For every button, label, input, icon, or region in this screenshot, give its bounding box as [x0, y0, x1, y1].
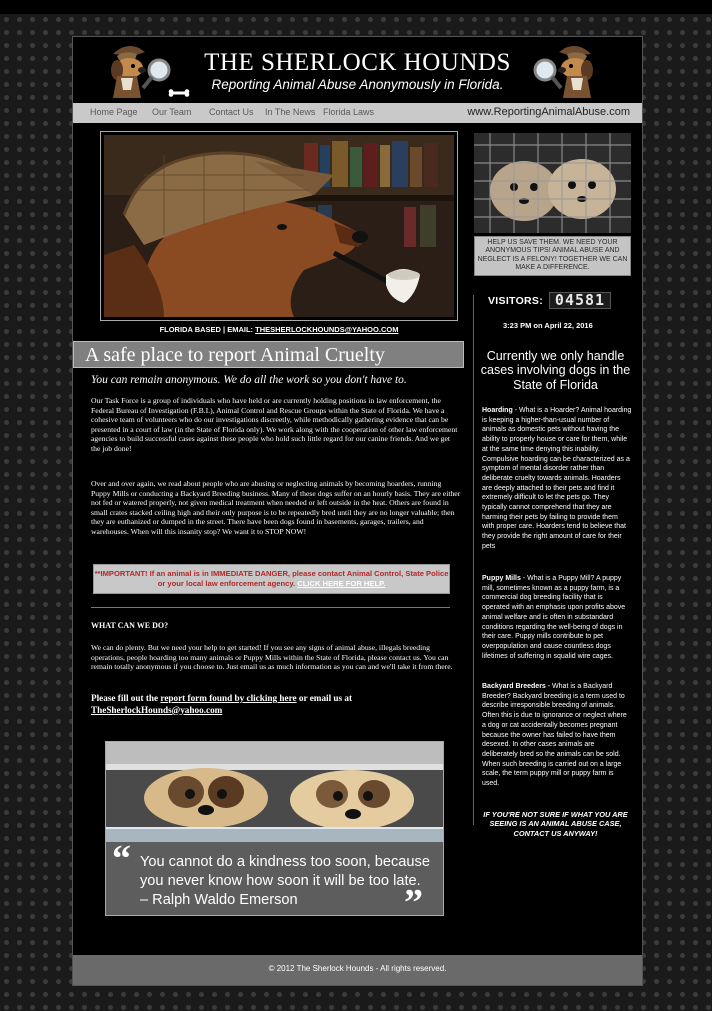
quote-card [105, 741, 444, 924]
what-can-we-do-heading: WHAT CAN WE DO? [91, 621, 169, 630]
sherlock-dog-image [104, 135, 454, 317]
emerson-quote: You cannot do a kindness too soon, because you never know how soon it will be too late. – Ralph Waldo Emerson [140, 854, 430, 908]
abuse-paragraph: Over and over again, we read about people who are abusing or neglecting animals by becoming hoarders, running Puppy Mills or conducting a Backyard Breeding business. Many of these dogs suffer on an hourly basis. They are either not fed or watered properly, not given medical treatment when needed or left outside in the heat. Others are found in small crates stacked ceiling high and their only purpose is to be repeatedly bred until they are no longer valuable; then they are euthanized or dumped in the street. There have been dogs found in basements, garages, trailers, and warehouses. When will this insanity stop? We want it to STOP NOW! [91, 479, 461, 536]
help-us-box: HELP US SAVE THEM. WE NEED YOUR ANONYMOUS TIPS! ANIMAL ABUSE AND NEGLECT IS A FELONY! TOGETHER WE CAN MAKE A DIFFERENCE. [474, 236, 631, 276]
nav-florida-laws[interactable]: Florida Laws [323, 107, 375, 117]
nav-contact-us[interactable]: Contact Us [209, 107, 254, 117]
detective-dog-logo-right [527, 40, 601, 100]
sidebar-divider [473, 295, 474, 825]
contact-email-link[interactable]: THESHERLOCKHOUNDS@YAHOO.COM [255, 325, 399, 334]
open-quote-mark: “ [112, 838, 131, 880]
report-instructions [91, 693, 461, 716]
site-title: THE SHERLOCK HOUNDS [204, 49, 511, 76]
visitors-label: VISITORS: [488, 295, 544, 307]
report-prefix: Please fill out the [91, 693, 161, 703]
puppy-mills-text: - What is a Puppy Mill? A puppy mill, sometimes known as a puppy farm, is a commercial dog breeding facility that is operated with an emphasis upon profits above animal welfare and is often in substandard conditions regarding the well-being of dogs in their care. Puppy mills contribute to pet overpopulation and cause countless dogs lifetimes of suffering in squalid wire cages. [482, 575, 626, 660]
hero-image-frame [100, 131, 458, 321]
puppy-mills-title: Puppy Mills [482, 575, 521, 582]
hoarding-section [482, 406, 632, 552]
nav-home[interactable]: Home Page [90, 107, 138, 117]
site-header [73, 37, 642, 103]
danger-notice-text: **IMPORTANT! If an animal is in IMMEDIATE DANGER, please contact Animal Control, State Police or your local law enforcement agency. [94, 569, 449, 588]
report-middle: or email us at [296, 693, 353, 703]
sidebar-headline: Currently we only handle cases involving dogs in the State of Florida [480, 349, 631, 392]
caged-dogs-image [474, 133, 631, 233]
help-link[interactable]: CLICK HERE FOR HELP. [297, 579, 386, 588]
report-email-link[interactable]: TheSherlockHounds@yahoo.com [91, 704, 223, 715]
help-paragraph: We can do plenty. But we need your help to get started! If you see any signs of animal abuse, illegals breeding operations, people hoarding too many animals or Puppy Mills within the State of Florida, please contact us. You can remain totally anonymous if you choose to. Just email us as much information as you can and we'll take it from there. [91, 643, 453, 672]
hoarding-text: - What is a Hoarder? Animal hoarding is keeping a higher-than-usual number of animals as domestic pets without having the ability to properly house or care for them, while at the same time denying this inability. Compulsive hoarding can be characterized as a symptom of mental disorder rather than deliberate cruelty towards animals. Hoarders are deeply attached to their pets and find it extremely difficult to let the pets go. They typically cannot comprehend that they are harming their pets by failing to provide them with proper care. Hoarders tend to believe that they provide the right amount of care for their pets [482, 407, 632, 550]
timestamp: 3:23 PM on April 22, 2016 [503, 321, 593, 330]
top-strip [0, 0, 712, 14]
page-container [72, 36, 643, 986]
hoarding-title: Hoarding [482, 407, 513, 414]
site-tagline: Reporting Animal Abuse Anonymously in Florida. [211, 77, 504, 92]
report-form-link[interactable]: report form found by clicking here [160, 693, 297, 703]
backyard-breeders-title: Backyard Breeders [482, 683, 546, 690]
site-footer: © 2012 The Sherlock Hounds - All rights reserved. [73, 955, 642, 985]
nav-in-the-news[interactable]: In The News [265, 107, 316, 117]
caption-prefix: FLORIDA BASED | EMAIL: [159, 325, 256, 334]
page-headline: A safe place to report Animal Cruelty [73, 341, 464, 368]
backyard-breeders-text: - What is a Backyard Breeder? Backyard breeding is a term used to describe irresponsible breeding of animals. Often this is due to ignorance or neglect where a dog or cat accidentally becomes pregnant because the owner has failed to have them desexed. In other cases animals are deliberately bred so the animals can be sold. When such breeding is carried out on a large scale, the term puppy mill or puppy farm is used. [482, 683, 627, 788]
site-url[interactable]: www.ReportingAnimalAbuse.com [467, 106, 630, 118]
puppy-mills-section [482, 574, 632, 661]
dogs-behind-gate-image [106, 742, 443, 842]
hero-caption [100, 325, 458, 334]
danger-notice [93, 564, 450, 594]
lead-text: You can remain anonymous. We do all the work so you don't have to. [91, 374, 407, 386]
sidebar-dogs-image-frame [474, 133, 631, 233]
backyard-breeders-section [482, 682, 632, 789]
nav-bar [73, 103, 642, 123]
contact-anyway-cta: IF YOU'RE NOT SURE IF WHAT YOU ARE SEEING IS AN ANIMAL ABUSE CASE, CONTACT US ANYWAY! [483, 810, 628, 838]
visitor-counter: 04581 [549, 292, 611, 309]
task-force-paragraph: Our Task Force is a group of individuals who have held or are currently holding positions in law enforcement, the Federal Bureau of Investigation (F.B.I.), Animal Control and Rescue Groups within the State of Florida. We have a cohesive team of volunteers who do our investigations discreetly, while methodically gathering evidence that can be presented in a court of law (in the State of Florida only). We work along with the cooperation of other law enforcement agencies to build successful cases against these people who hold such little regard for our canine friends. And we get the job done! [91, 396, 458, 453]
section-divider [91, 607, 450, 608]
nav-our-team[interactable]: Our Team [152, 107, 192, 117]
close-quote-mark: ” [404, 882, 423, 924]
